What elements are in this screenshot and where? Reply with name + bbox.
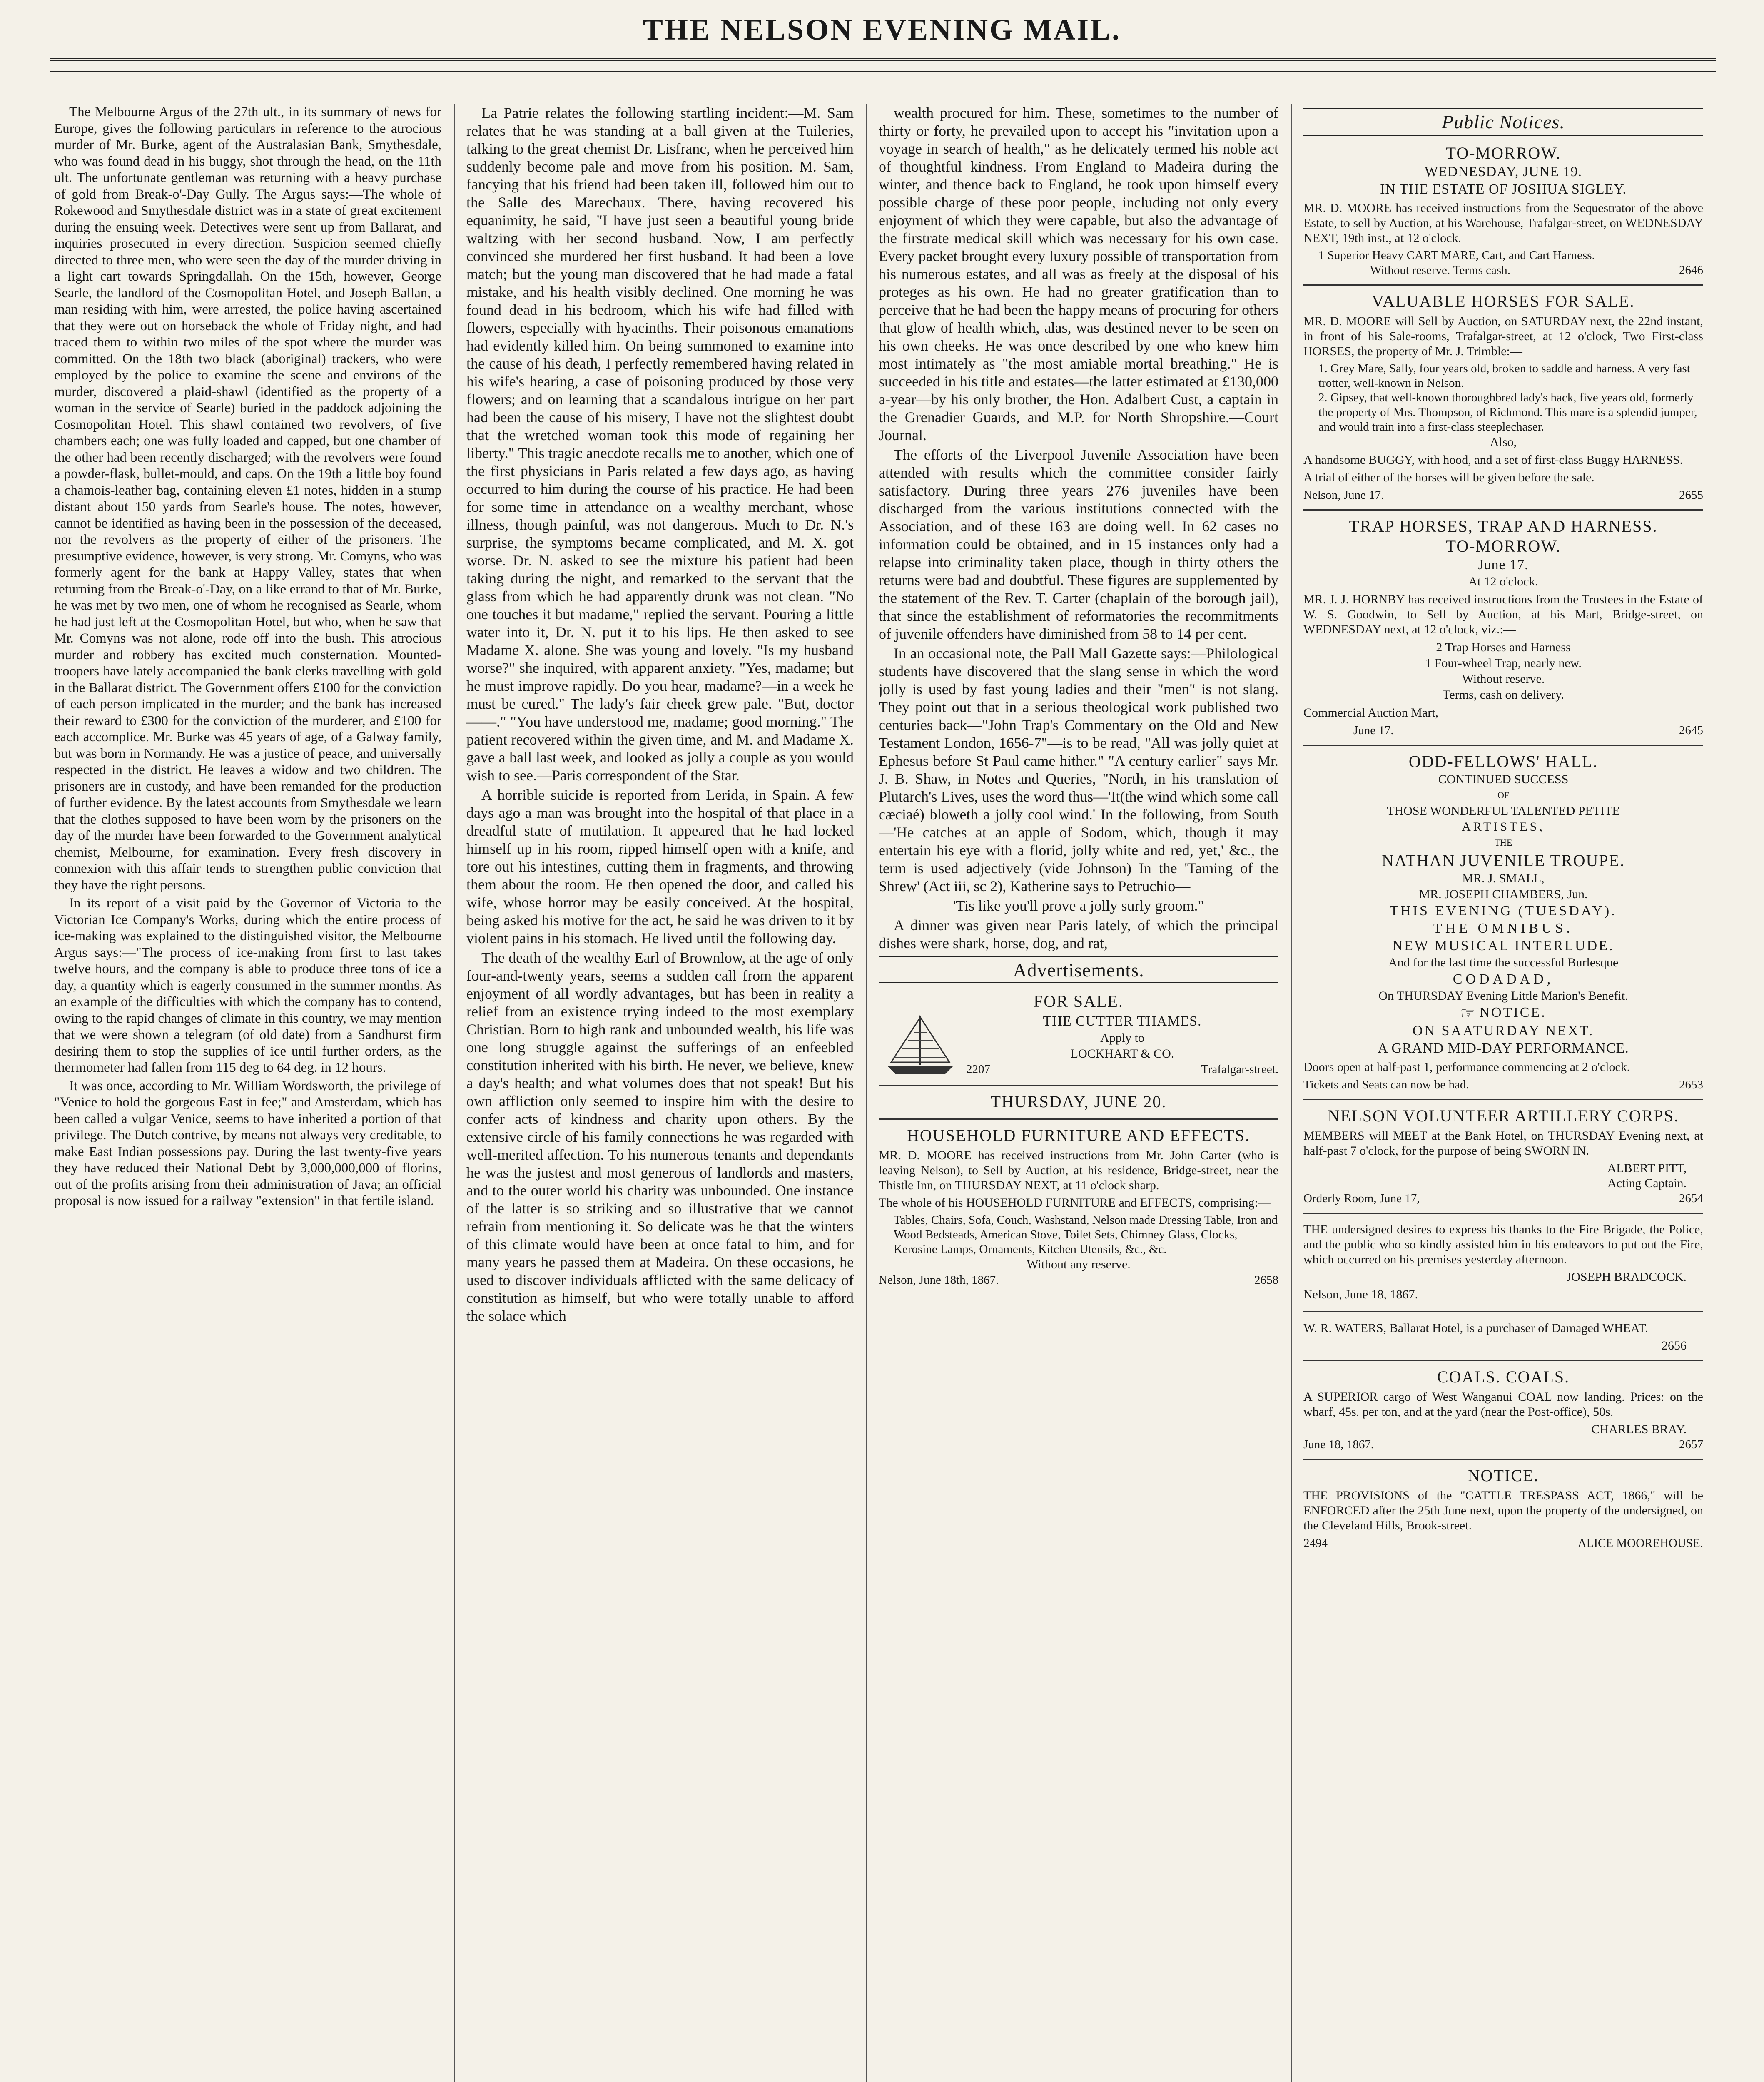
ad-line: And for the last time the successful Burlesque bbox=[1388, 956, 1619, 969]
ad-name: CHARLES BRAY. bbox=[1591, 1422, 1687, 1437]
ad-footer bbox=[1303, 488, 1703, 503]
ad-number: 2658 bbox=[1254, 1273, 1278, 1287]
column-3 bbox=[879, 104, 1278, 2082]
ad-footer bbox=[1303, 1077, 1703, 1092]
ad-line: On THURSDAY Evening Little Marion's Benefit. bbox=[1378, 989, 1628, 1003]
ad-valuable-horses bbox=[1303, 286, 1703, 511]
ad-fire-thanks bbox=[1303, 1214, 1703, 1312]
ad-trial: A trial of either of the horses will be given before the sale. bbox=[1303, 471, 1595, 484]
ad-date: June 17. bbox=[1353, 724, 1394, 737]
ad-footer bbox=[1303, 1536, 1703, 1551]
ad-line: THIS EVENING (TUESDAY). bbox=[1390, 903, 1617, 919]
ad-item-2: 2. Gipsey, that well-known thoroughbred lady's hack, five years old, formerly the property of Mrs. Thompson, of Richmond. This mare is a splendid jumper, and would train into a first-class steeplechaser. bbox=[1318, 391, 1697, 433]
ad-title: VALUABLE HORSES FOR SALE. bbox=[1372, 292, 1635, 311]
ad-time: At 12 o'clock. bbox=[1468, 575, 1538, 588]
ad-number: 2656 bbox=[1662, 1339, 1687, 1353]
ad-body: A SUPERIOR cargo of West Wanganui COAL now landing. Prices: on the wharf, 45s. per ton, and at the yard (near the Post-office), 50s. bbox=[1303, 1390, 1703, 1419]
ad-body: MEMBERS will MEET at the Bank Hotel, on THURSDAY Evening next, at half-past 7 o'clock, for the purpose of being SWORN IN. bbox=[1303, 1129, 1703, 1158]
ad-address: Trafalgar-street. bbox=[1201, 1063, 1278, 1076]
ad-estate: IN THE ESTATE OF JOSHUA SIGLEY. bbox=[1380, 182, 1627, 197]
ad-line: A GRAND MID-DAY PERFORMANCE. bbox=[1378, 1041, 1629, 1056]
column-divider bbox=[1291, 104, 1292, 2082]
ad-reserve: Without any reserve. bbox=[1027, 1258, 1131, 1271]
ad-title: HOUSEHOLD FURNITURE AND EFFECTS. bbox=[907, 1126, 1251, 1145]
ad-household-furniture bbox=[879, 1120, 1278, 1294]
ad-ship-name: THE CUTTER THAMES. bbox=[1043, 1014, 1202, 1029]
article-brownlow-cont: wealth procured for him. These, sometimes to the number of thirty or forty, he prevailed upon to accept his "invitation upon a voyage in search of health," as he delicately termed his noble act of thoughtful kindness. From England to Madeira during the winter, and thence back to England, he took upon himself every possible charge of these poor people, including not only every enjoyment of which they were capable, but also the advantage of the firstrate medical skill which was necessary for his own case. Every packet brought every luxury possible of transportation from his numerous estates, and all was as freely at the disposal of his proteges as his own. He had no greater gratification than to perceive that he had been the happy means of procuring for others that glow of health which, alas, was destined never to be seen on his own cheeks. He was once described by one who knew him most intimately as "the most amiable mortal breathing." He is succeeded in his title and estates—the latter estimated at £130,000 a-year—by his only brother, the Hon. Adalbert Cust, a captain in the Grenadier Guards, and M.P. for North Shropshire.—Court Journal. bbox=[879, 105, 1278, 443]
article-la-patrie: La Patrie relates the following startling incident:—M. Sam relates that he was standing at a ball given at the Tuileries, talking to the great chemist Dr. Lisfranc, when he perceived him suddenly become pale and move from his position. M. Sam, fancying that his friend had been taken ill, followed him out to the Salle des Marechaux. There, having recovered his equanimity, he said, "I have just seen a beautiful young bride waltzing with her second husband. Now, I am perfectly convinced she murdered her first husband. It had been a love match; but the young man discovered that he had made a fatal mistake, and his health visibly declined. One morning he was found dead in his bedroom, which his wife had filled with flowers, especially with hyacinths. Their poisonous emanations had evidently killed him. On being summoned to examine into the cause of his death, I perfectly remembered having related in his wife's hearing, a case of poisoning produced by those very flowers; and on learning that a scandalous intrigue on her part had been the cause of his misery, I have not the slightest doubt that the wretched woman took this mode of regaining her liberty." This tragic anecdote recalls me to another, which one of the first physicians in Paris related a few days ago, as having occurred to him during the course of his practice. He had been for some time in attendance on a wealthy merchant, whose illness, though painful, was not dangerous. Much to Dr. N.'s surprise, the symptoms became complicated, and M. X. got worse. Dr. N. asked to see the mixture his patient had been taking during the night, and remarked to the servant that the glass from which he had apparently drunk was not clean. "No one touches it but madame," replied the servant. Pouring a little water into it, Dr. N. put it to his lips. He then asked to see Madame X. alone. She was young and lovely. "Is my husband worse?" she inquired, with apparent anxiety. "Yes, madame; but he must improve rapidly. Do you hear, madame?—in a week he must be cured." The lady's fair cheek grew pale. "But, doctor——." "You have understood me, madame; good morning." The patient recovered within the given time, and M. and Madame X. gave a ball last week, and looked as jolly a couple as you would wish to see.—Paris correspondent of the Star. bbox=[466, 105, 854, 784]
ad-body: MR. D. MOORE has received instructions from Mr. John Carter (who is leaving Nelson), to Sell by Auction, at his residence, Bridge-street, near the Thistle Inn, on THURSDAY NEXT, at 11 o'clock sharp. bbox=[879, 1148, 1278, 1192]
ad-number: 2654 bbox=[1679, 1192, 1703, 1205]
ad-footer bbox=[966, 1062, 1278, 1077]
ad-trap-horses bbox=[1303, 511, 1703, 746]
ad-title: COALS. COALS. bbox=[1437, 1367, 1570, 1387]
ad-line: ON SAATURDAY NEXT. bbox=[1412, 1023, 1595, 1039]
ad-number: 2645 bbox=[1679, 724, 1703, 737]
article-dutch-java: It was once, according to Mr. William Wordsworth, the privilege of "Venice to hold the gorgeous East in fee;" and Amsterdam, which has been called a vulgar Venice, seems to have inherited a portion of that privilege. The Dutch contrive, by means not always very creditable, to make East Indian possessions pay. During the last twenty-five years they have reduced their National Debt by 3,000,000,000 of florins, out of the profits arising from their administration of Java; an official proposal is now issued for a railway "extension" in that fertile island. bbox=[54, 1078, 441, 1208]
column-1 bbox=[54, 104, 441, 2082]
ad-line: NOTICE. bbox=[1479, 1005, 1547, 1020]
ad-date: Nelson, June 17. bbox=[1303, 488, 1384, 502]
ad-title: FOR SALE. bbox=[1034, 992, 1124, 1011]
ad-item: 1 Superior Heavy CART MARE, Cart, and Cart Harness. bbox=[1318, 249, 1595, 262]
ad-apply: Apply to bbox=[1100, 1031, 1144, 1045]
ad-name: ALICE MOOREHOUSE. bbox=[1577, 1537, 1703, 1550]
masthead-rule bbox=[50, 58, 1716, 61]
ad-rank: Acting Captain. bbox=[1607, 1176, 1687, 1190]
ad-footer bbox=[1303, 723, 1703, 738]
ad-footer bbox=[1303, 263, 1703, 278]
ad-line: THE bbox=[1494, 837, 1512, 848]
article-quote: 'Tis like you'll prove a jolly surly groom." bbox=[953, 897, 1204, 914]
ad-date: Nelson, June 18, 1867. bbox=[1303, 1288, 1418, 1302]
ad-troupe-name: NATHAN JUVENILE TROUPE. bbox=[1381, 851, 1625, 870]
ad-date: Orderly Room, June 17, bbox=[1303, 1192, 1420, 1205]
ad-number: 2207 bbox=[966, 1063, 990, 1076]
ad-buggy: A handsome BUGGY, with hood, and a set of first-class Buggy HARNESS. bbox=[1303, 453, 1683, 467]
ad-date: WEDNESDAY, JUNE 19. bbox=[1425, 164, 1582, 179]
article-paris-dinner: A dinner was given near Paris lately, of which the principal dishes were shark, horse, dog, and rat, bbox=[879, 917, 1278, 951]
ad-item-1: 2 Trap Horses and Harness bbox=[1436, 640, 1571, 654]
masthead: THE NELSON EVENING MAIL. bbox=[643, 13, 1121, 46]
ad-tomorrow: TO-MORROW. bbox=[1445, 537, 1561, 555]
ad-line: Tickets and Seats can now be had. bbox=[1303, 1078, 1469, 1092]
ad-line: CODADAD, bbox=[1453, 971, 1554, 987]
ad-notice-row bbox=[1303, 1004, 1703, 1022]
article-earl-brownlow: The death of the wealthy Earl of Brownlow, at the age of only four-and-twenty years, seems a sudden call from the apparent enjoyment of all wordly advantages, but has been in reality a relief from an existence trying indeed to the most exemplary Christian. Born to high rank and unbounded wealth, his life was one long struggle against the sufferings of an enfeebled constitution inherited with his birth. He never, we believe, knew a day's health; and what volumes does that not speak! But his own affliction only seemed to inspire him with the desire to confer acts of kindness and charity upon others. By the extensive circle of his family connections he was regarded with well-merited affection. To his numerous tenants and dependants he was the justest and most generous of landlords and masters, and to the outer world his charity was unbounded. One instance of the latter is so striking and so illustrative that we cannot refrain from mentioning it. So delicate was he that the winters of this climate would have been at once fatal to him, and for many years he passed them at Madeira. On these occasions, he used to discover individuals afflicted with the same delicacy of constitution as himself, but who were totally unable to afford the solace which bbox=[466, 949, 854, 1324]
ad-footer bbox=[1303, 1191, 1703, 1206]
ad-footer bbox=[879, 1273, 1278, 1288]
ad-line: THOSE WONDERFUL TALENTED PETITE bbox=[1387, 804, 1620, 818]
ad-cattle-trespass-notice bbox=[1303, 1460, 1703, 1557]
ad-number: 2655 bbox=[1679, 488, 1703, 502]
article-liverpool-juvenile: The efforts of the Liverpool Juvenile Association have been attended with results which the committee consider fairly satisfactory. During three years 276 juveniles have been discharged from the various institutions connected with the Association, and of these 163 are doing well. In 62 cases no information could be obtained, and in 15 instances only had a relapse into criminality taken place, though in thirty others the returns were bad and doubtful. These figures are supplemented by the statement of the Rev. T. Carter (chaplain of the borough jail), that since the establishment of reformatories the recommitments of juvenile offenders have diminished from 58 to 14 per cent. bbox=[879, 446, 1278, 642]
ad-title: TO-MORROW. bbox=[1445, 144, 1561, 162]
column-3-articles bbox=[879, 104, 1278, 952]
column-2 bbox=[466, 104, 854, 2082]
ad-number: 2646 bbox=[1679, 264, 1703, 277]
ad-item-2: 1 Four-wheel Trap, nearly new. bbox=[1425, 656, 1582, 670]
article-burke-murder: The Melbourne Argus of the 27th ult., in its summary of news for Europe, gives the following particulars in reference to the atrocious murder of Mr. Burke, agent of the Australasian Bank, Smythesdale, who was found dead in his buggy, shot through the head, on the 11th ult. The unfortunate gentleman was returning with a heavy purchase of gold from Break-o'-Day Gully. The Argus says:—The whole of Rokewood and Smythesdale district was in a state of great excitement during the ensuing week. Detectives were sent up from Ballarat, and inquiries prosecuted in every direction. Suspicion seemed chiefly directed to three men, who were seen the day of the murder driving in a light cart towards Springdallah. On the 15th, however, George Searle, the landlord of the Cosmopolitan Hotel, and Joseph Ballan, a man residing with him, were arrested, the police having ascertained that they were out on horseback the whole of Friday night, and had traced them to within two miles of the spot where the murder was committed. On the 18th two black (aboriginal) trackers, who were employed by the police to examine the scene and environs of the murder, discovered a plaid-shawl (identified as the property of a woman in the service of Searle) buried in the paddock adjoining the Cosmopolitan Hotel. This shawl contained two revolvers, of five chambers each; one was fully loaded and capped, but one chamber of the other had been recently discharged; with the revolvers were found a powder-flask, bullet-mould, and caps. On the 19th a little boy found a chamois-leather bag, containing eleven £1 notes, hidden in a stump distant about 150 yards from Searle's house. The notes, however, cannot be identified as having been in the possession of the deceased, nor the revolvers as the property of either of the prisoners. The presumptive evidence, however, is very strong. Mr. Comyns, who was formerly agent for the bank at Happy Valley, states that when returning from the Break-o'-Day, on a like errand to that of Mr. Burke, he was met by two men, one of whom he recognised as Searle, whom he had just left at the Cosmopolitan Hotel, but who, when he saw that Mr. Comyns was not alone, rode off into the bush. This atrocious murder and robbery has excited much consternation. Mounted-troopers have lately accompanied the bank clerks travelling with gold in the Ballarat district. The Government offers £100 for the conviction of each person implicated in the murder; and the bank has increased their reward to £300 for the conviction of the murderer, and £100 for each accomplice. Mr. Burke was 45 years of age, of a Galway family, but was born in Normandy. He was a justice of peace, and universally respected in the district. He leaves a widow and two children. The prisoners are in custody, and have been remanded for the production of further evidence. By the latest accounts from Smythesdale we learn that the clothes supposed to have been worn by the prisoners on the day of the murder have been forwarded to the Government analytical chemist, Melbourne, for examination. Every fresh discovery in connexion with this affair tends to strengthen public conviction that they have the right persons. bbox=[54, 105, 441, 893]
ad-body: THE undersigned desires to express his thanks to the Fire Brigade, the Police, and the public who so kindly assisted him in his endeavors to put out the Fire, which occurred on his premises yesterday afternoon. bbox=[1303, 1223, 1703, 1267]
ship-icon bbox=[879, 1011, 962, 1078]
column-divider bbox=[866, 104, 867, 2082]
ad-footer bbox=[1303, 1437, 1703, 1452]
ad-body-2: The whole of his HOUSEHOLD FURNITURE and EFFECTS, comprising:— bbox=[879, 1196, 1271, 1210]
ad-number: 2657 bbox=[1679, 1438, 1703, 1452]
article-lerida-suicide: A horrible suicide is reported from Lerida, in Spain. A few days ago a man was brought into the hospital of that place in a dreadful state of mutilation. It appeared that he had locked himself up in his room, ripped himself open with a knife, and tore out his intestines, cutting them in fragments, and throwing them about the room. He then opened the door, and called his wife, whose horror may be easily conceived. At the hospital, being asked his motive for the act, he said he was driven to it by violent pains in his stomach. He lived until the following day. bbox=[466, 787, 854, 946]
ad-oddfellows-hall bbox=[1303, 746, 1703, 1100]
ad-date: Nelson, June 18th, 1867. bbox=[879, 1273, 999, 1287]
ad-ship-row bbox=[879, 1011, 1278, 1078]
ad-number: 2494 bbox=[1303, 1537, 1328, 1550]
ad-title: TRAP HORSES, TRAP AND HARNESS. bbox=[1349, 517, 1658, 535]
ad-number: 2653 bbox=[1679, 1078, 1703, 1092]
ad-damaged-wheat bbox=[1303, 1312, 1703, 1361]
ad-line: ARTISTES, bbox=[1462, 820, 1545, 834]
ad-items: Tables, Chairs, Sofa, Couch, Washstand, Nelson made Dressing Table, Iron and Wood Bedsteads, American Stove, Toilet Sets, Chimney Glass, Clocks, Kerosine Lamps, Ornaments, Kitchen Utensils, &c., &c. bbox=[894, 1213, 1278, 1256]
ad-coals bbox=[1303, 1361, 1703, 1460]
ad-line: OF bbox=[1497, 790, 1510, 800]
ad-line: MR. JOSEPH CHAMBERS, Jun. bbox=[1419, 887, 1588, 901]
ad-line: THE OMNIBUS. bbox=[1433, 921, 1573, 936]
pointing-hand-icon: ☞ bbox=[1460, 1004, 1476, 1023]
ad-line: Doors open at half-past 1, performance commencing at 2 o'clock. bbox=[1303, 1060, 1630, 1074]
ad-body: THE PROVISIONS of the "CATTLE TRESPASS ACT, 1866," will be ENFORCED after the 25th June next, upon the property of the undersigned, on the Cleveland Hills, Brook-street. bbox=[1303, 1489, 1703, 1533]
ad-cutter-thames bbox=[879, 986, 1278, 1086]
public-notices-header: Public Notices. bbox=[1303, 108, 1703, 136]
ad-body: MR. D. MOORE has received instructions from the Sequestrator of the above Estate, to sell by Auction, at his Warehouse, Trafalgar-street, on WEDNESDAY NEXT, 19th inst., at 12 o'clock. bbox=[1303, 201, 1703, 245]
ad-line: CONTINUED SUCCESS bbox=[1438, 772, 1569, 786]
ad-date: June 17. bbox=[1478, 557, 1529, 573]
column-divider bbox=[454, 104, 455, 2082]
ad-line: NEW MUSICAL INTERLUDE. bbox=[1392, 938, 1615, 954]
ad-title: NELSON VOLUNTEER ARTILLERY CORPS. bbox=[1328, 1106, 1679, 1126]
ad-title: ODD-FELLOWS' HALL. bbox=[1408, 752, 1598, 771]
masthead-rule-2 bbox=[50, 71, 1716, 72]
ad-date: June 18, 1867. bbox=[1303, 1438, 1374, 1452]
ad-terms: Without reserve. Terms cash. bbox=[1370, 264, 1510, 277]
ad-body: MR. J. J. HORNBY has received instructions from the Trustees in the Estate of W. S. Goodwin, to Sell by Auction, at his Mart, Bridge-street, on WEDNESDAY next, at 12 o'clock, viz.:— bbox=[1303, 593, 1703, 636]
ad-item-1: 1. Grey Mare, Sally, four years old, broken to saddle and harness. A very fast trotter, well-known in Nelson. bbox=[1318, 362, 1690, 390]
ad-name: ALBERT PITT, bbox=[1607, 1161, 1687, 1175]
ad-body: MR. D. MOORE will Sell by Auction, on SATURDAY next, the 22nd instant, in front of his Sale-rooms, Trafalgar-street, at 12 o'clock, Two First-class HORSES, the property of Mr. J. Trimble:— bbox=[1303, 314, 1703, 358]
ad-date-heading: THURSDAY, JUNE 20. bbox=[990, 1092, 1167, 1111]
ad-volunteer-artillery bbox=[1303, 1100, 1703, 1214]
ad-line: MR. J. SMALL, bbox=[1462, 872, 1545, 885]
ad-title: NOTICE. bbox=[1468, 1466, 1539, 1485]
ad-also: Also, bbox=[1490, 435, 1517, 449]
ad-body: W. R. WATERS, Ballarat Hotel, is a purchaser of Damaged WHEAT. bbox=[1303, 1321, 1648, 1335]
column-4-public-notices bbox=[1303, 104, 1703, 2082]
ad-terms: Terms, cash on delivery. bbox=[1443, 688, 1564, 702]
advertisements-banner: Advertisements. bbox=[879, 956, 1278, 984]
ad-name: JOSEPH BRADCOCK. bbox=[1566, 1270, 1687, 1284]
ad-mart: Commercial Auction Mart, bbox=[1303, 706, 1439, 720]
ad-thursday bbox=[879, 1086, 1278, 1120]
article-jolly-slang: In an occasional note, the Pall Mall Gazette says:—Philological students have discovered that the slang sense in which the word jolly is used by fast young ladies and their "men" is not slang. They point out that in a serious theological work published two centuries back—"John Trap's Commentary on the Old and New Testament London, 1656-7"—is to be read, "All was jolly quiet at Ephesus before St Paul came hither." "A century earlier" says Mr. J. B. Shaw, in Notes and Queries, "North, in his translation of Plutarch's Lives, uses the word thus—'It(the wind which some call cæciaé) bloweth a jolly cool wind.' In the following, from South—'He catches at an apple of Sodom, which, though it may entertain his eye with a florid, jolly white and red, yet,' &c., the term is used adjectively (vide Johnson) In the 'Taming of the Shrew' (Act iii, sc 2), Katherine says to Petruchio— bbox=[879, 645, 1278, 894]
ad-agent: LOCKHART & CO. bbox=[1070, 1047, 1174, 1061]
ad-reserve: Without reserve. bbox=[1462, 672, 1545, 686]
article-ice-company: In its report of a visit paid by the Governor of Victoria to the Victorian Ice Company's Works, during which the entire process of ice-making was explained to the distinguished visitor, the Melbourne Argus says:—"The process of ice-making from first to last takes twelve hours, and the company is able to produce three tons of ice a day, a quantity which is eagerly consumed in the summer months. As an example of the difficulties with which the company has to contend, owing to the rapid changes of climate in this country, we may mention that we were shown a telegram (of old date) from a Sandhurst firm desiring them to stop the supplies of ice until further orders, as the thermometer had fallen from 115 deg to 64 deg. in 12 hours. bbox=[54, 896, 441, 1075]
ad-tomorrow-sigley bbox=[1303, 137, 1703, 286]
